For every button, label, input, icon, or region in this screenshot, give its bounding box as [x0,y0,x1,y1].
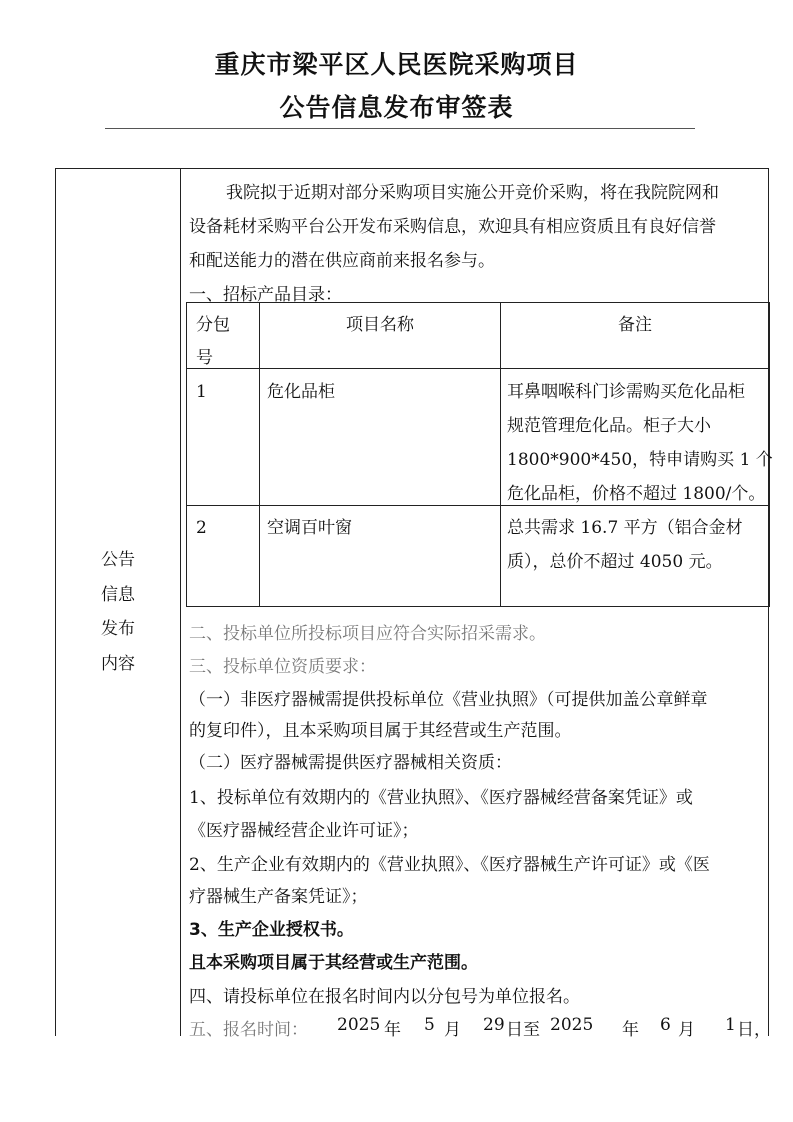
reg-end-day: 1 [725,1015,736,1035]
table-header-note: 备注 [618,315,652,335]
intro-line-3: 和配送能力的潜在供应商前来报名参与。 [189,251,495,271]
table-row-1-name: 危化品柜 [267,382,335,402]
section-3-heading: 三、投标单位资质要求： [189,657,376,677]
table-col-line-1 [259,302,260,607]
requirement-2-item-1-line-2: 《医疗器械经营企业许可证》； [189,821,419,841]
reg-end-day-unit: 日， [737,1020,771,1040]
reg-start-day: 29 [483,1015,505,1035]
requirement-2-item-3: 3、生产企业授权书。 [189,920,354,940]
reg-end-month-unit: 月 [678,1020,695,1040]
requirement-2-item-2-line-2: 疗器械生产备案凭证》； [189,887,368,907]
table-col-line-2 [500,302,501,607]
page-title-line1: 重庆市梁平区人民医院采购项目 [214,50,579,79]
side-label-1: 公告 [101,550,135,570]
table-row-2-note-2: 质），总价不超过 4050 元。 [507,552,723,572]
reg-end-year-unit: 年 [622,1020,639,1040]
reg-end-month: 6 [660,1015,671,1035]
table-header-no-line1: 分包 [196,315,230,335]
table-header-no-line2: 号 [196,348,213,368]
requirement-1-line-1: （一）非医疗器械需提供投标单位《营业执照》（可提供加盖公章鲜章 [189,690,708,710]
side-label-4: 内容 [101,654,135,674]
column-divider [180,168,181,1036]
title-underline [105,128,695,129]
section-5-label: 五、报名时间： [189,1020,308,1040]
table-row-2-name: 空调百叶窗 [267,518,352,538]
reg-start-year-unit: 年 [384,1020,401,1040]
table-row-line-1 [186,368,770,369]
reg-end-year: 2025 [550,1015,594,1035]
requirement-2-item-2-line-1: 2、生产企业有效期内的《营业执照》、《医疗器械生产许可证》或《医 [189,855,710,875]
side-label-2: 信息 [101,585,135,605]
side-label-3: 发布 [101,619,135,639]
intro-line-1: 我院拟于近期对部分采购项目实施公开竞价采购，将在我院院网和 [226,183,719,203]
table-row-2-no: 2 [196,518,207,538]
requirement-1-line-2: 的复印件），且本采购项目属于其经营或生产范围。 [189,721,572,741]
table-row-1-note-2: 规范管理危化品。柜子大小 [507,416,711,436]
reg-start-year: 2025 [337,1015,381,1035]
table-row-1-no: 1 [196,382,207,402]
table-row-1-note-4: 危化品柜，价格不超过 1800/个。 [507,484,766,504]
intro-line-2: 设备耗材采购平台公开发布采购信息，欢迎具有相应资质且有良好信誉 [189,217,716,237]
reg-to: 日至 [506,1020,540,1040]
section-2: 二、投标单位所投标项目应符合实际招采需求。 [189,624,546,644]
requirement-2-heading: （二）医疗器械需提供医疗器械相关资质： [189,753,512,773]
table-row-2-note-1: 总共需求 16.7 平方（铝合金材 [507,518,743,538]
page-title-line2: 公告信息发布审签表 [279,93,514,122]
reg-start-month: 5 [424,1015,435,1035]
table-row-1-note-3: 1800*900*450，特申请购买 1 个 [507,450,773,470]
table-header-name: 项目名称 [346,315,414,335]
scope-note: 且本采购项目属于其经营或生产范围。 [189,953,478,973]
table-row-1-note-1: 耳鼻咽喉科门诊需购买危化品柜 [507,382,745,402]
requirement-2-item-1-line-1: 1、投标单位有效期内的《营业执照》、《医疗器械经营备案凭证》或 [189,788,693,808]
section-4: 四、请投标单位在报名时间内以分包号为单位报名。 [189,987,580,1007]
section-1-heading: 一、招标产品目录： [189,285,342,305]
reg-start-month-unit: 月 [444,1020,461,1040]
